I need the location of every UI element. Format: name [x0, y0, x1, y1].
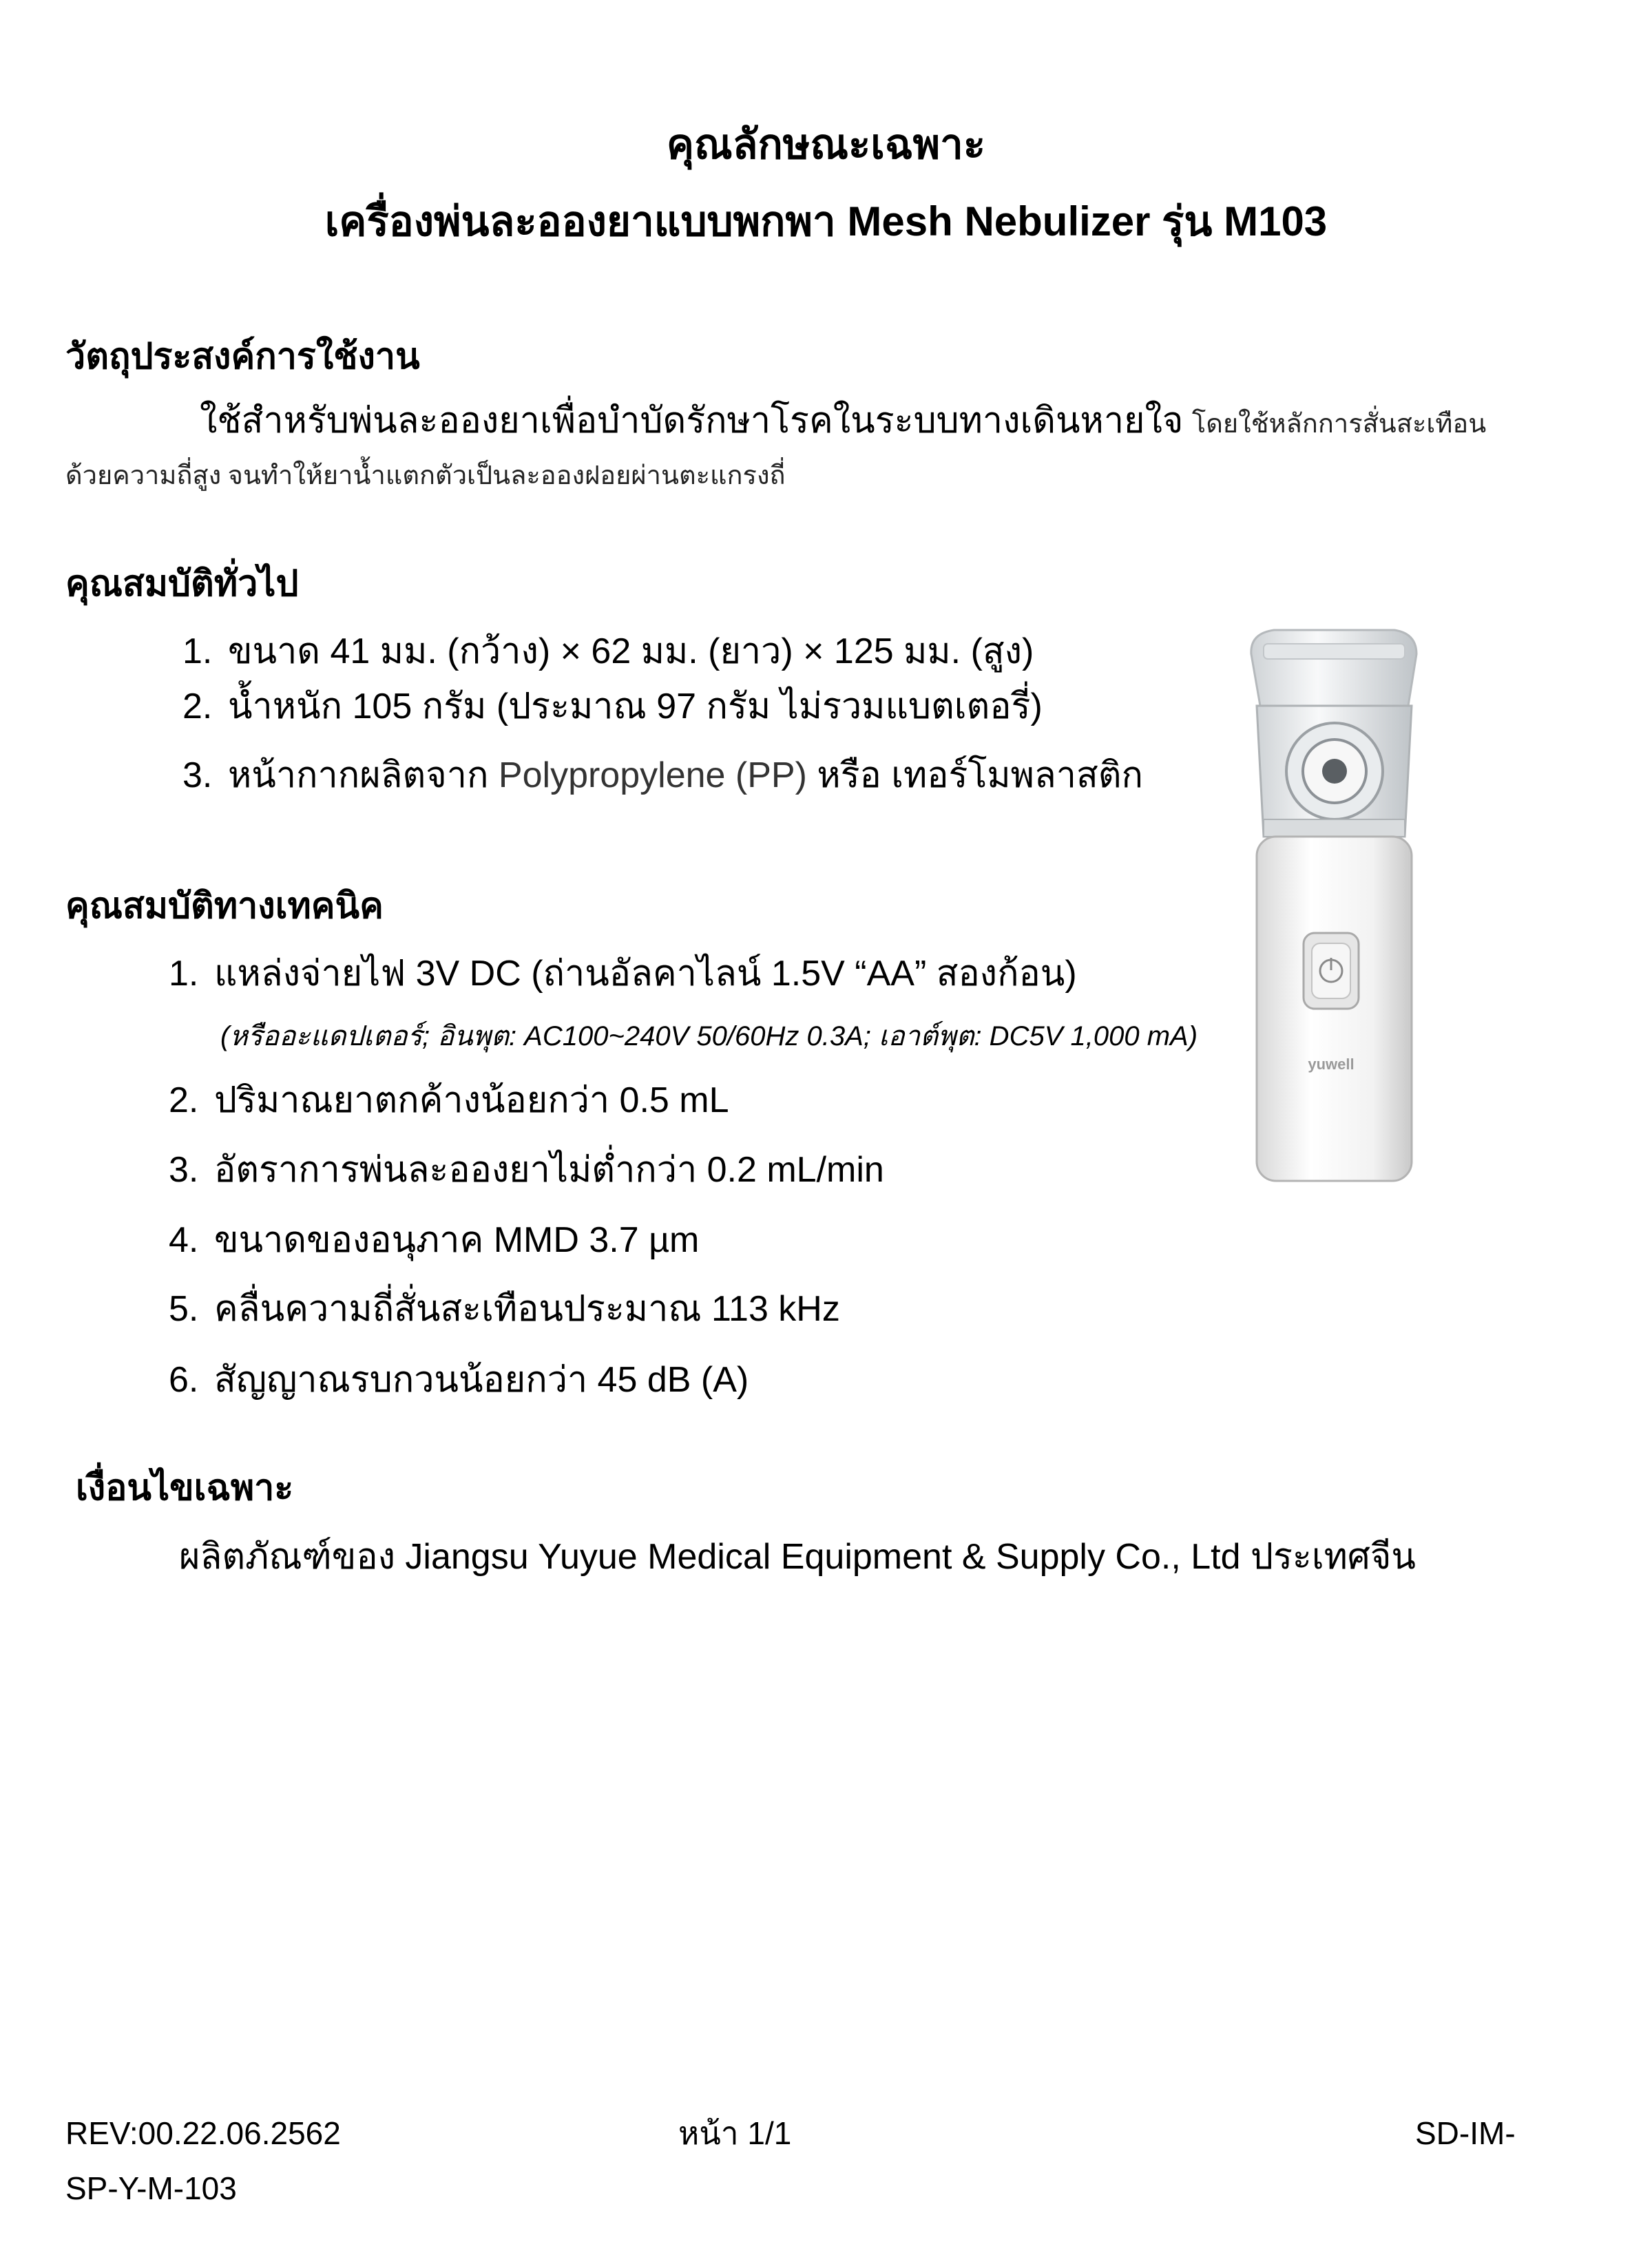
item-number: 4. — [169, 1220, 199, 1260]
nebulizer-device-image — [1236, 623, 1432, 1188]
item-number: 3. — [169, 1150, 199, 1190]
conditions-text: ผลิตภัณฑ์ของ Jiangsu Yuyue Medical Equipment & Supply Co., Ltd ประเทศจีน — [179, 1537, 1416, 1577]
item-number: 1. — [182, 631, 213, 671]
purpose-line1-main: ใช้สำหรับพ่นละอองยาเพื่อบำบัดรักษาโรคในระบบทางเดินหายใจ — [200, 401, 1184, 441]
item-text: หน้ากากผลิตจาก — [228, 755, 499, 795]
item-number: 3. — [182, 755, 213, 795]
item-number: 5. — [169, 1289, 199, 1329]
footer-doc-code-part2: SP-Y-M-103 — [65, 2170, 237, 2206]
item-text-material: Polypropylene (PP) — [498, 755, 807, 795]
general-item-3 — [182, 757, 1143, 793]
purpose-line1 — [200, 403, 1486, 439]
item-text: น้ำหนัก 105 กรัม (ประมาณ 97 กรัม ไม่รวมแบตเตอรี่) — [228, 686, 1043, 726]
mask-cap — [1251, 630, 1416, 706]
general-heading: คุณสมบัติทั่วไป — [65, 564, 299, 604]
technical-item-1 — [169, 956, 1077, 992]
footer-page-number: หน้า 1/1 — [678, 2115, 792, 2151]
device-brand: yuwell — [1308, 1056, 1355, 1073]
technical-item-6 — [169, 1362, 749, 1398]
technical-item-2 — [169, 1082, 729, 1118]
item-number: 1. — [169, 954, 199, 994]
general-item-1 — [182, 633, 1034, 669]
document-subtitle: เครื่องพ่นละอองยาแบบพกพา Mesh Nebulizer รุ่น M103 — [324, 198, 1328, 244]
item-text: ขนาดของอนุภาค MMD 3.7 µm — [214, 1220, 700, 1260]
purpose-heading: วัตถุประสงค์การใช้งาน — [65, 337, 420, 377]
item-text: อัตราการพ่นละอองยาไม่ต่ำกว่า 0.2 mL/min — [214, 1150, 884, 1190]
purpose-line1-tail: โดยใช้หลักการสั่นสะเทือน — [1191, 410, 1487, 439]
item-text: ปริมาณยาตกค้างน้อยกว่า 0.5 mL — [214, 1080, 729, 1120]
technical-heading: คุณสมบัติทางเทคนิค — [65, 886, 384, 926]
document-title: คุณลักษณะเฉพาะ — [666, 121, 986, 167]
general-item-2 — [182, 686, 1043, 726]
item-text: หรือ เทอร์โมพลาสติก — [806, 755, 1143, 795]
technical-item-4 — [169, 1222, 699, 1258]
technical-item-5 — [169, 1291, 840, 1327]
item-text: แหล่งจ่ายไฟ 3V DC (ถ่านอัลคาไลน์ 1.5V “AA” สองก้อน) — [214, 954, 1077, 994]
item-number: 6. — [169, 1360, 199, 1400]
item-text: สัญญาณรบกวนน้อยกว่า 45 dB (A) — [214, 1360, 749, 1400]
item-number: 2. — [169, 1080, 199, 1120]
item-number: 2. — [182, 686, 213, 726]
technical-item-3 — [169, 1152, 884, 1188]
footer-doc-code-part1: SD-IM- — [1415, 2115, 1516, 2151]
footer-revision: REV:00.22.06.2562 — [65, 2115, 341, 2151]
technical-power-note: (หรืออะแดปเตอร์; อินพุต: AC100~240V 50/60Hz 0.3A; เอาต์พุต: DC5V 1,000 mA) — [220, 1021, 1198, 1051]
item-text: คลื่นความถี่สั่นสะเทือนประมาณ 113 kHz — [214, 1289, 840, 1329]
item-text: ขนาด 41 มม. (กว้าง) × 62 มม. (ยาว) × 125 มม. (สูง) — [228, 631, 1034, 671]
conditions-heading: เงื่อนไขเฉพาะ — [76, 1468, 294, 1508]
purpose-line2: ด้วยความถี่สูง จนทำให้ยาน้ำแตกตัวเป็นละอองฝอยผ่านตะแกรงถี่ — [65, 461, 786, 490]
